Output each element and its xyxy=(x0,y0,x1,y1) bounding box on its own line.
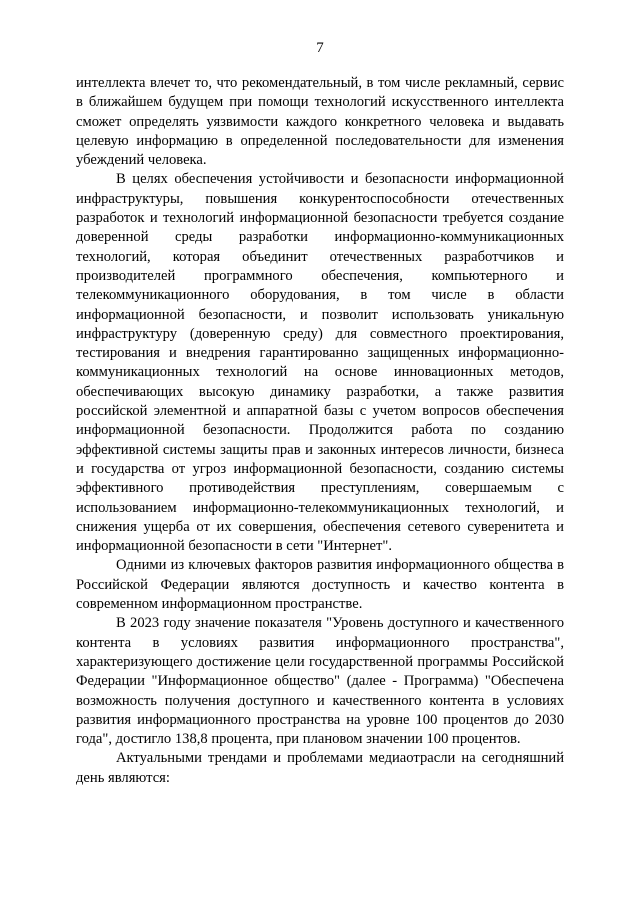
page-number: 7 xyxy=(316,40,324,56)
paragraph-5: Актуальными трендами и проблемами медиаотрасли на сегодняшний день являются: xyxy=(76,750,564,786)
document-body xyxy=(76,74,564,788)
paragraph-4: В 2023 году значение показателя "Уровень доступного и качественного контента в условиях развития информационного пространства", характеризующего достижение цели государственной программы Российской Федерации "Информационное общество" (далее - Программа) "Обеспечена возможность получения доступного и качественного контента в условиях развития информационного пространства на уровне 100 процентов до 2030 года", достигло 138,8 процента, при плановом значении 100 процентов. xyxy=(76,615,564,748)
paragraph-1: интеллекта влечет то, что рекомендательный, в том числе рекламный, сервис в ближайшем будущем при помощи технологий искусственного интеллекта сможет определять уязвимости каждого конкретного человека и выдавать целевую информацию в определенной последовательности для изменения убеждений человека. xyxy=(76,75,564,169)
paragraph-3: Одними из ключевых факторов развития информационного общества в Российской Федерации являются доступность и качество контента в современном информационном пространстве. xyxy=(76,557,564,613)
paragraph-2: В целях обеспечения устойчивости и безопасности информационной инфраструктуры, повышения конкурентоспособности отечественных разработок и технологий информационной безопасности требуется создание доверенной среды разработки информационно-коммуникационных технологий, которая объединит отечественных разработчиков и производителей программного обеспечения, компьютерного и телекоммуникационного оборудования, в том числе в области информационной безопасности, и позволит использовать уникальную инфраструктуру (доверенную среду) для совместного проектирования, тестирования и внедрения гарантированно защищенных информационно-коммуникационных технологий на основе инновационных методов, обеспечивающих высокую динамику разработки, а также развития российской элементной и аппаратной базы с учетом вопросов обеспечения информационной безопасности. Продолжится работа по созданию эффективной системы защиты прав и законных интересов личности, бизнеса и государства от угроз информационной безопасности, созданию системы эффективного противодействия преступлениям, совершаемым с использованием информационно-телекоммуникационных технологий, и снижения ущерба от их совершения, обеспечения сетевого суверенитета и информационной безопасности в сети "Интернет". xyxy=(76,171,564,555)
